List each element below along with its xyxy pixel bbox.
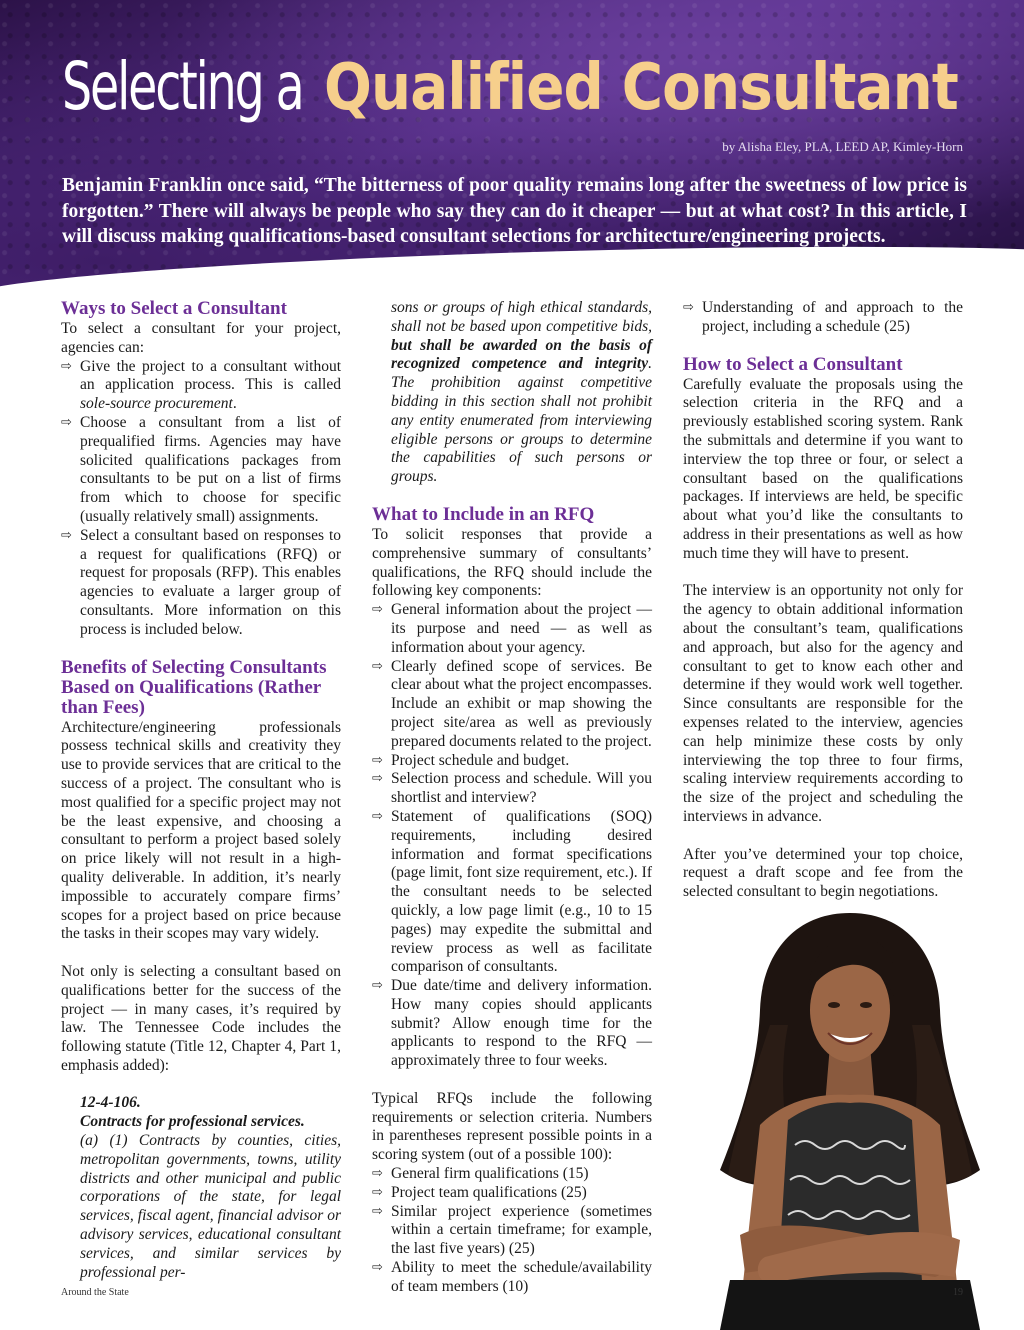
- include-intro: To solicit responses that provide a comprehensive summary of consultants’ qualifications, the RFQ should include the following key components:: [372, 525, 652, 600]
- list-item: ⇨ General firm qualifications (15): [372, 1165, 652, 1184]
- footer-page-number: 19: [953, 1287, 963, 1298]
- column-1: [61, 299, 341, 1282]
- include-list: [372, 601, 652, 1071]
- list-item: ⇨ Clearly defined scope of services. Be clear about what the project encompasses. Include an exhibit or map showing the project site/area as well as previously prepared documents related to the project.: [372, 658, 652, 752]
- column-2: [372, 299, 652, 1297]
- statute-number: 12-4-106.: [80, 1094, 141, 1112]
- footer-publication: Around the State: [61, 1287, 129, 1298]
- statute-text: (a) (1) Contracts by counties, cities, metropolitan governments, towns, utility districts and other municipal and public corporations of the state, for legal services, fiscal agent, financial advisor or advisory services, educational consultant services, and similar services by professional per-: [80, 1132, 341, 1281]
- list-item: ⇨ Statement of qualifications (SOQ) requirements, including desired information and format specifications (page limit, font size requirement, etc.). If the consultant needs to be selected quickly, a low page limit (e.g., 10 to 15 pages) may expedite the submittal and review process as well as facilitate comparison of consultants.: [372, 808, 652, 977]
- typical-list: [372, 1165, 652, 1297]
- how-paragraph-1: Carefully evaluate the proposals using the selection criteria in the RFQ and a previously established scoring system. Rank the submittals and determine if you want to interview the top three or four, or select a consultant based on the qualifications packages. If interviews are held, be specific about what you’d like the consultants to address in their presentations as well as how much time they will have to present.: [683, 375, 963, 562]
- benefits-paragraph-1: Architecture/engineering professionals possess technical skills and creativity they use to provide services that are critical to the success of a project. The consultant who is most qualified for a specific project may not be the least expensive, and choosing a consultant to perform a project based solely on price likely will not result in a high-quality deliverable. In addition, it’s nearly impossible to accurately compare firms’ scopes for a project based on price because the tasks in their scopes may vary widely.: [61, 718, 341, 943]
- typical-intro: Typical RFQs include the following requirements or selection criteria. Numbers in parentheses represent possible points in a scoring system (out of a possible 100):: [372, 1089, 652, 1164]
- byline: by Alisha Eley, PLA, LEED AP, Kimley-Horn: [722, 139, 963, 154]
- list-item: ⇨ Project schedule and budget.: [372, 752, 652, 771]
- list-item: ⇨ Give the project to a consultant without an application process. This is called sole-source procurement.: [61, 358, 341, 414]
- lede: Benjamin Franklin once said, “The bitterness of poor quality remains long after the sweetness of low price is forgotten.” There will always be people who say they can do it cheaper — but at what cost? In this article, I will discuss making qualifications-based consultant selections for architecture/engineering projects.: [62, 175, 967, 247]
- title-part-1: Selecting a: [62, 48, 303, 125]
- consultant-photo: [700, 905, 1000, 1330]
- statute-continuation: sons or groups of high ethical standards, shall not be based upon competitive bids, but shall be awarded on the basis of recognized competence and integrity. The prohibition against competitive bidding in this section shall not prohibit any entity enumerated from interviewing eligible persons or groups to determine the capabilities of such persons or groups.: [391, 299, 652, 486]
- list-item: ⇨ Ability to meet the schedule/availability of team members (10): [372, 1259, 652, 1297]
- list-item: ⇨ Selection process and schedule. Will you shortlist and interview?: [372, 770, 652, 808]
- how-paragraph-2: The interview is an opportunity not only for the agency to obtain additional information about the consultant’s team, qualifications and approach, but also for the agency and consultant to get to know each other and determine if they would work well together. Since consultants are responsible for the expenses related to the interview, agencies can help minimize these costs by only interviewing the top three to four firms, scaling interview requirements according to the size of the project and scheduling the interviews in advance.: [683, 582, 963, 825]
- statute-quote: [61, 1094, 341, 1282]
- how-paragraph-3: After you’ve determined your top choice, request a draft scope and fee from the selected consultant to begin negotiations.: [683, 845, 963, 901]
- header-banner: [0, 0, 1024, 290]
- ways-intro: To select a consultant for your project, agencies can:: [61, 320, 341, 356]
- list-item: ⇨ Project team qualifications (25): [372, 1184, 652, 1203]
- article-title: [62, 48, 1024, 125]
- list-item: ⇨ Choose a consultant from a list of prequalified firms. Agencies may have solicited qualifications packages from consultants to be put on a list of firms from which to choose for specific (usually relatively small) assignments.: [61, 414, 341, 527]
- heading-how: How to Select a Consultant: [683, 353, 903, 375]
- typical-list-continued: [683, 299, 963, 337]
- heading-ways: Ways to Select a Consultant: [61, 298, 287, 319]
- list-item: ⇨ General information about the project — its purpose and need — as well as information about your agency.: [372, 601, 652, 657]
- list-item: ⇨ Due date/time and delivery information. How many copies should applicants submit? Allow enough time for the applicants to respond to the RFQ — approximately three to four weeks.: [372, 977, 652, 1071]
- ways-list: [61, 358, 341, 640]
- column-3: [683, 299, 963, 902]
- list-item: ⇨ Similar project experience (sometimes within a certain timeframe; for example, the last five years) (25): [372, 1203, 652, 1259]
- heading-include: What to Include in an RFQ: [372, 503, 595, 525]
- statute-title: Contracts for professional services.: [80, 1113, 305, 1131]
- heading-benefits: Benefits of Selecting Consultants Based on Qualifications (Rather than Fees): [61, 656, 327, 718]
- list-item: ⇨ Understanding of and approach to the project, including a schedule (25): [683, 299, 963, 337]
- benefits-paragraph-2: Not only is selecting a consultant based on qualifications better for the success of the project — in many cases, it’s required by law. The Tennessee Code includes the following statute (Title 12, Chapter 4, Part 1, emphasis added):: [61, 962, 341, 1074]
- list-item: ⇨ Select a consultant based on responses to a request for qualifications (RFQ) or request for proposals (RFP). This enables agencies to evaluate a larger group of consultants. More information on this process is included below.: [61, 527, 341, 640]
- title-part-2: Qualified Consultant: [324, 51, 958, 125]
